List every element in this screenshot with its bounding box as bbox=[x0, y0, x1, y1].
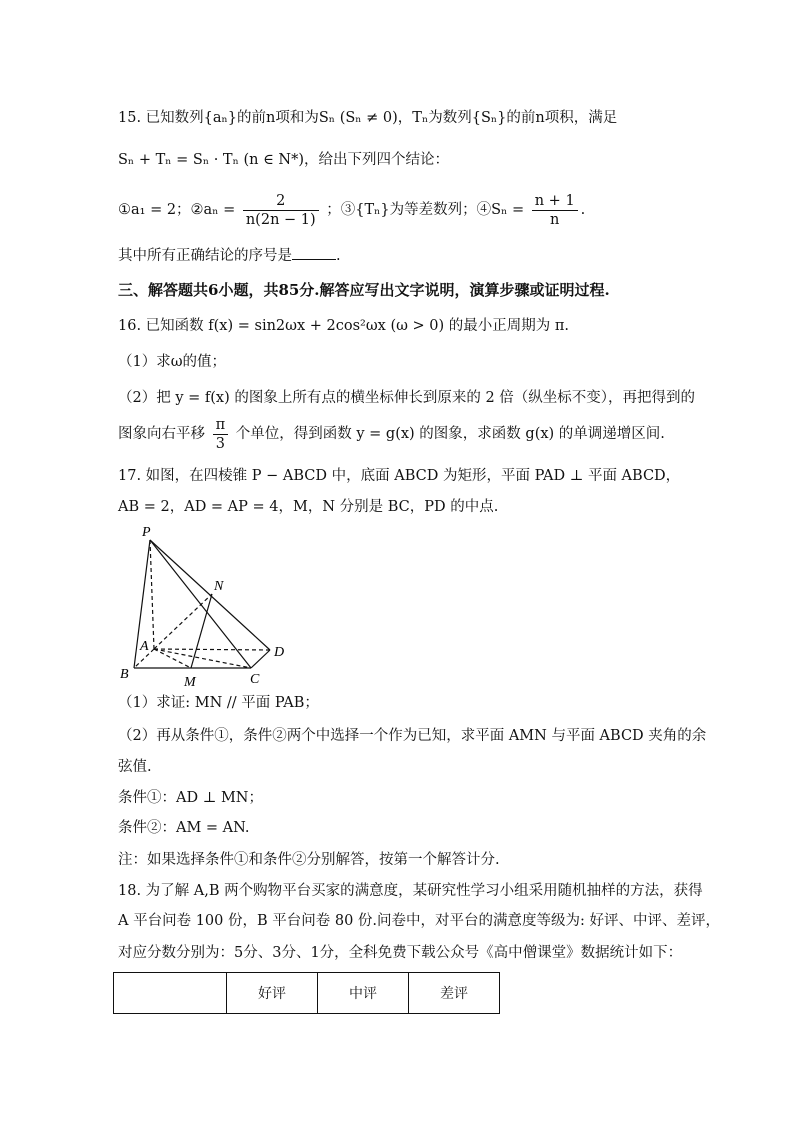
q17-note: 注：如果选择条件①和条件②分别解答，按第一个解答计分. bbox=[118, 852, 500, 868]
q15-conclusion-1-2: ①a₁ = 2；②aₙ = bbox=[118, 202, 236, 218]
table-header-cell: 差评 bbox=[409, 973, 500, 1014]
q15-conclusions bbox=[118, 190, 585, 230]
label-A: A bbox=[140, 639, 149, 654]
fraction-numerator: 2 bbox=[243, 192, 319, 211]
section-heading: 三、解答题共6小题，共85分.解答应写出文字说明，演算步骤或证明过程. bbox=[118, 281, 610, 299]
q15-period: . bbox=[580, 202, 586, 218]
q15-conclusion-3-4: ；③{Tₙ}为等差数列；④Sₙ = bbox=[326, 202, 525, 218]
q16-fraction-pi3 bbox=[213, 416, 229, 453]
q18-line2: A 平台问卷 100 份，B 平台问卷 80 份.问卷中，对平台的满意度等级为: 好评、中评、差评， bbox=[118, 913, 721, 929]
edge-AD bbox=[154, 649, 270, 650]
fraction-denominator: 3 bbox=[215, 435, 225, 452]
q17-part2-cont: 弦值. bbox=[118, 759, 152, 775]
edge-PC bbox=[150, 540, 251, 668]
q15-line1: 15. 已知数列{aₙ}的前n项和为Sₙ (Sₙ ≠ 0)，Tₙ为数列{Sₙ}的前n项积，满足 bbox=[118, 110, 618, 126]
q18-line1: 18. 为了解 A,B 两个购物平台买家的满意度，某研究性学习小组采用随机抽样的方法，获得 bbox=[118, 883, 703, 899]
fraction-numerator: π bbox=[213, 416, 229, 435]
segment-AC bbox=[154, 649, 251, 668]
q15-question bbox=[118, 246, 341, 266]
label-B: B bbox=[120, 667, 129, 682]
q16-stem: 16. 已知函数 f(x) = sin2ωx + 2cos²ωx (ω > 0) 的最小正周期为 π. bbox=[118, 318, 570, 334]
q16-shift-text: 图象向右平移 bbox=[118, 426, 205, 442]
table-header-cell: 中评 bbox=[318, 973, 409, 1014]
q16-part2: （2）把 y = f(x) 的图象上所有点的横坐标伸长到原来的 2 倍（纵坐标不变），再把得到的 bbox=[118, 390, 696, 406]
edge-CD bbox=[251, 650, 270, 668]
fraction-numerator: n + 1 bbox=[532, 192, 578, 211]
label-M: M bbox=[184, 675, 196, 690]
q16-result-text: 个单位，得到函数 y = g(x) 的图象，求函数 g(x) 的单调递增区间. bbox=[235, 426, 665, 442]
segment-AM bbox=[154, 649, 191, 668]
label-D: D bbox=[274, 645, 285, 660]
edge-PD bbox=[150, 540, 270, 650]
q15-question-text: 其中所有正确结论的序号是 bbox=[118, 248, 292, 264]
q15-fraction-sn bbox=[532, 192, 578, 229]
survey-table bbox=[113, 972, 500, 1014]
table-header-cell: 好评 bbox=[227, 973, 318, 1014]
label-C: C bbox=[250, 672, 260, 687]
q16-part2-cont bbox=[118, 414, 665, 454]
segment-AN bbox=[154, 594, 212, 649]
q17-condition-1: 条件①：AD ⊥ MN； bbox=[118, 790, 263, 806]
q15-question-end: . bbox=[336, 248, 341, 264]
label-N: N bbox=[214, 579, 224, 594]
fraction-denominator: n bbox=[550, 211, 560, 228]
q16-part1: （1）求ω的值； bbox=[118, 354, 227, 370]
table-header-cell bbox=[114, 973, 227, 1014]
q17-stem2: AB = 2，AD = AP = 4，M，N 分别是 BC，PD 的中点. bbox=[118, 499, 499, 515]
answer-blank bbox=[292, 259, 336, 260]
pyramid-figure bbox=[112, 520, 292, 690]
q17-condition-2: 条件②：AM = AN. bbox=[118, 820, 250, 836]
q18-line3: 对应分数分别为：5分、3分、1分，全科免费下载公众号《高中僧课堂》数据统计如下： bbox=[118, 945, 683, 961]
q17-part1: （1）求证: MN // 平面 PAB； bbox=[118, 695, 319, 711]
q17-stem1: 17. 如图，在四棱锥 P − ABCD 中，底面 ABCD 为矩形，平面 PAD ⊥ 平面 ABCD， bbox=[118, 468, 681, 484]
q15-line2: Sₙ + Tₙ = Sₙ · Tₙ (n ∈ N*)，给出下列四个结论： bbox=[118, 152, 450, 168]
table-header-row bbox=[114, 973, 500, 1014]
q15-fraction-an bbox=[243, 192, 319, 229]
fraction-denominator: n(2n − 1) bbox=[245, 211, 316, 228]
edge-PA bbox=[150, 540, 154, 649]
q17-part2: （2）再从条件①，条件②两个中选择一个作为已知，求平面 AMN 与平面 ABCD 夹角的余 bbox=[118, 728, 707, 744]
label-P: P bbox=[142, 525, 151, 540]
